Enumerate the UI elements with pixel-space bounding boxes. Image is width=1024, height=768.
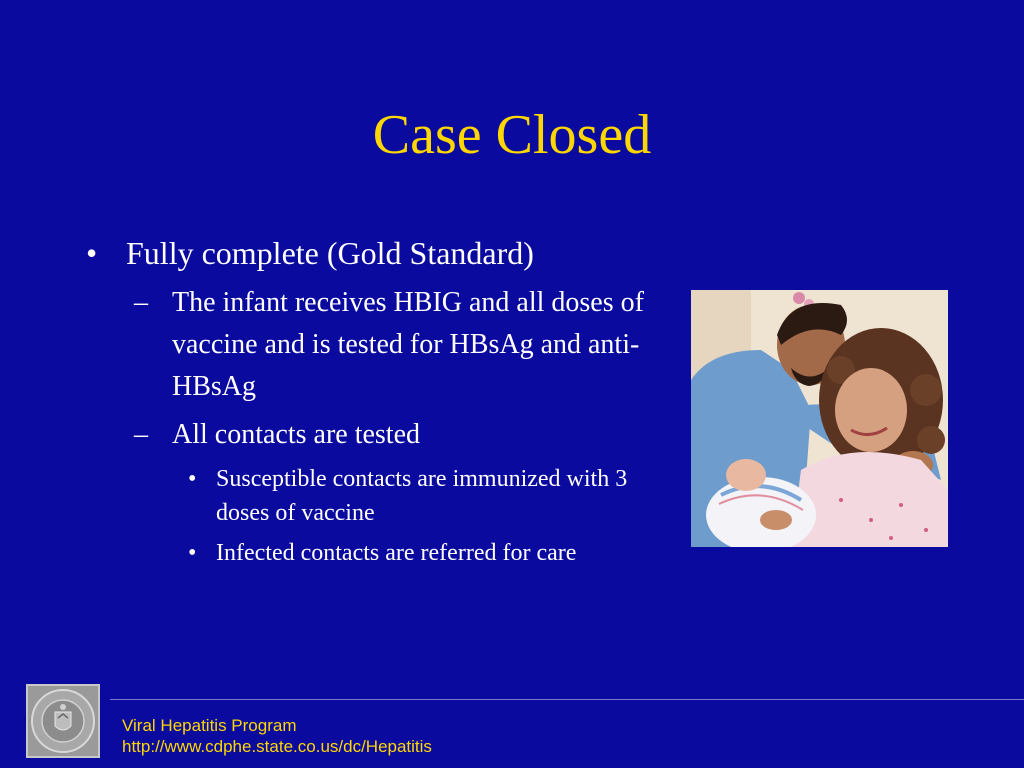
bullet-list [86,232,666,576]
slide-title: Case Closed [372,104,652,166]
footer-text [122,715,432,757]
program-name: Viral Hepatitis Program [122,716,297,735]
sub-bullet-text: The infant receives HBIG and all doses of vaccine and is tested for HBsAg and anti-HBsAg [172,287,644,402]
family-photo [691,290,948,547]
bullet-icon: • [188,466,197,492]
sub-bullet-item [86,414,666,456]
sub-sub-bullet-item [86,462,666,530]
sub-bullet-item [86,282,666,408]
bullet-text: Fully complete (Gold Standard) [126,235,534,271]
sub-sub-bullet-item [86,536,666,570]
bullet-icon: • [86,235,98,271]
program-url: http://www.cdphe.state.co.us/dc/Hepatitis [122,737,432,756]
dash-icon: – [134,287,148,318]
bullet-icon: • [188,540,197,566]
sub-sub-bullet-text: Susceptible contacts are immunized with 3 doses of vaccine [216,466,628,526]
dash-icon: – [134,419,148,450]
sub-sub-bullet-text: Infected contacts are referred for care [216,540,577,566]
bullet-item [86,232,666,274]
colorado-seal-logo [26,684,100,758]
sub-bullet-text: All contacts are tested [172,419,421,450]
footer-divider [110,699,1024,700]
